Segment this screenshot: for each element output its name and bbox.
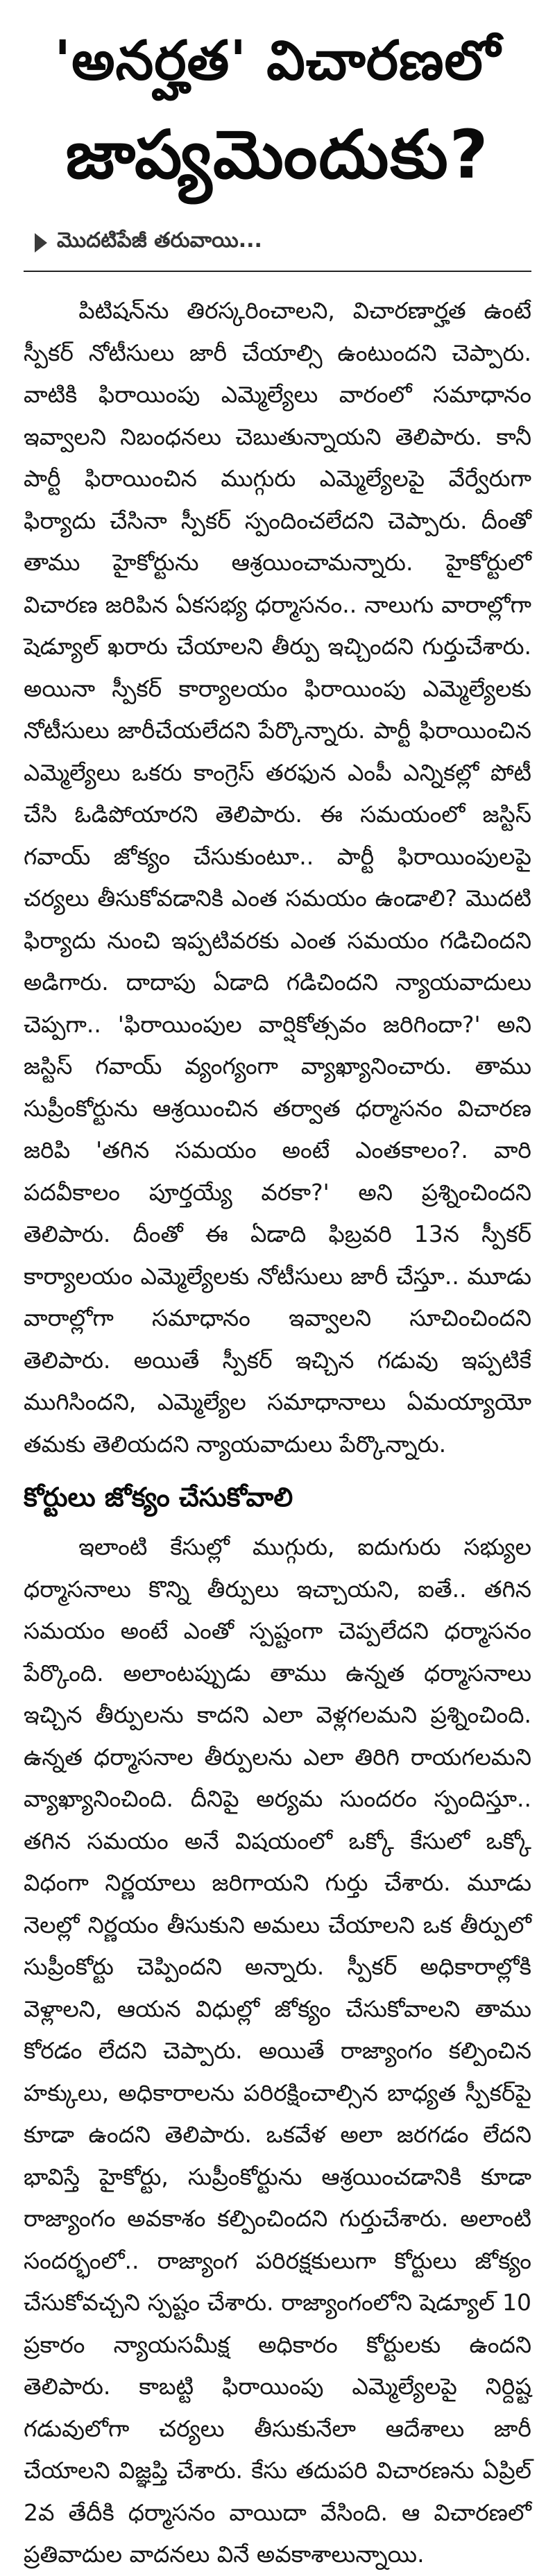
article-paragraph-1: పిటిషన్‌ను తిరస్కరించాలని, విచారణార్హత ఉంటే స్పీకర్ నోటీసులు జారీ చేయాల్సి ఉంటుందని చెప్పారు. వాటికి ఫిరాయింపు ఎమ్మెల్యేలు వారంలో సమాధానం ఇవ్వాలని నిబంధనలు చెబుతున్నాయని తెలిపారు. కానీ పార్టీ ఫిరాయించిన ముగ్గురు ఎమ్మెల్యేలపై వేర్వేరుగా ఫిర్యాదు చేసినా స్పీకర్ స్పందించలేదని చెప్పారు. దీంతో తాము హైకోర్టును ఆశ్రయించామన్నారు. హైకోర్టులో విచారణ జరిపిన ఏకసభ్య ధర్మాసనం.. నాలుగు వారాల్లోగా షెడ్యూల్ ఖరారు చేయాలని తీర్పు ఇచ్చిందని గుర్తుచేశారు. అయినా స్పీకర్ కార్యాలయం ఫిరాయింపు ఎమ్మెల్యేలకు నోటీసులు జారీచేయలేదని పేర్కొన్నారు. పార్టీ ఫిరాయించిన ఎమ్మెల్యేలు ఒకరు కాంగ్రెస్ తరఫున ఎంపీ ఎన్నికల్లో పోటీ చేసి ఓడిపోయారని తెలిపారు. ఈ సమయంలో జస్టిస్ గవాయ్ జోక్యం చేసుకుంటూ.. పార్టీ ఫిరాయింపులపై చర్యలు తీసుకోవడానికి ఎంత సమయం ఉండాలి? మొదటి ఫిర్యాదు నుంచి ఇప్పటివరకు ఎంత సమయం గడిచిందని అడిగారు. దాదాపు ఏడాది గడిచిందని న్యాయవాదులు చెప్పగా.. 'ఫిరాయింపుల వార్షికోత్సవం జరిగిందా?' అని జస్టిస్ గవాయ్ వ్యంగ్యంగా వ్యాఖ్యానించారు. తాము సుప్రీంకోర్టును ఆశ్రయించిన తర్వాత ధర్మాసనం విచారణ జరిపి 'తగిన సమయం అంటే ఎంతకాలం?. వారి పదవీకాలం పూర్తయ్యే వరకా?' అని ప్రశ్నించిందని తెలిపారు. దీంతో ఈ ఏడాది ఫిబ్రవరి 13న స్పీకర్ కార్యాలయం ఎమ్మెల్యేలకు నోటీసులు జారీ చేస్తూ.. మూడు వారాల్లోగా సమాధానం ఇవ్వాలని సూచించిందని తెలిపారు. అయితే స్పీకర్ ఇచ్చిన గడువు ఇప్పటికే ముగిసిందని, ఎమ్మెల్యేల సమాధానాలు ఏమయ్యాయో తమకు తెలియదని న్యాయవాదులు పేర్కొన్నారు. xyxy=(24,297,531,1458)
article-subheading: కోర్టులు జోక్యం చేసుకోవాలి xyxy=(24,1482,293,1512)
continued-from-front-page xyxy=(35,225,531,261)
headline-line-1: 'అనర్హత' విచారణలో xyxy=(54,30,501,92)
headline xyxy=(24,19,531,207)
article-paragraph-2: ఇలాంటి కేసుల్లో ముగ్గురు, ఐదుగురు సభ్యుల ధర్మాసనాలు కొన్ని తీర్పులు ఇచ్చాయని, ఐతే.. తగిన సమయం అంటే ఎంతో స్పష్టంగా చెప్పలేదని ధర్మాసనం పేర్కొంది. అలాంటప్పుడు తాము ఉన్నత ధర్మాసనాలు ఇచ్చిన తీర్పులను కాదని ఎలా వెళ్లగలమని ప్రశ్నించింది. ఉన్నత ధర్మాసనాల తీర్పులను ఎలా తిరిగి రాయగలమని వ్యాఖ్యానించింది. దీనిపై అర్యమ సుందరం స్పందిస్తూ.. తగిన సమయం అనే విషయంలో ఒక్కో కేసులో ఒక్కో విధంగా నిర్ణయాలు జరిగాయని గుర్తు చేశారు. మూడు నెలల్లో నిర్ణయం తీసుకుని అమలు చేయాలని ఒక తీర్పులో సుప్రీంకోర్టు చెప్పిందని అన్నారు. స్పీకర్ అధికారాల్లోకి వెళ్లాలని, ఆయన విధుల్లో జోక్యం చేసుకోవాలని తాము కోరడం లేదని చెప్పారు. అయితే రాజ్యాంగం కల్పించిన హక్కులు, అధికారాలను పరిరక్షించాల్సిన బాధ్యత స్పీకర్‌పై కూడా ఉందని తెలిపారు. ఒకవేళ అలా జరగడం లేదని భావిస్తే హైకోర్టు, సుప్రీంకోర్టును ఆశ్రయించడానికి కూడా రాజ్యాంగం అవకాశం కల్పించిందని గుర్తుచేశారు. అలాంటి సందర్భంలో.. రాజ్యాంగ పరిరక్షకులుగా కోర్టులు జోక్యం చేసుకోవచ్చని స్పష్టం చేశారు. రాజ్యాంగంలోని షెడ్యూల్ 10 ప్రకారం న్యాయసమీక్ష అధికారం కోర్టులకు ఉందని తెలిపారు. కాబట్టి ఫిరాయింపు ఎమ్మెల్యేలపై నిర్దిష్ట గడువులోగా చర్యలు తీసుకునేలా ఆదేశాలు జారీ చేయాలని విజ్ఞప్తి చేశారు. కేసు తదుపరి విచారణను ఏప్రిల్ 2వ తేదీకి ధర్మాసనం వాయిదా వేసింది. ఆ విచారణలో ప్రతివాదుల వాదనలు వినే అవకాశాలున్నాయి. xyxy=(24,1533,531,2568)
triangle-right-icon xyxy=(35,233,47,253)
headline-line-2: జాప్యమెందుకు? xyxy=(65,116,490,194)
continued-label: మొదటిపేజీ తరువాయి... xyxy=(57,228,262,253)
divider xyxy=(24,271,531,272)
